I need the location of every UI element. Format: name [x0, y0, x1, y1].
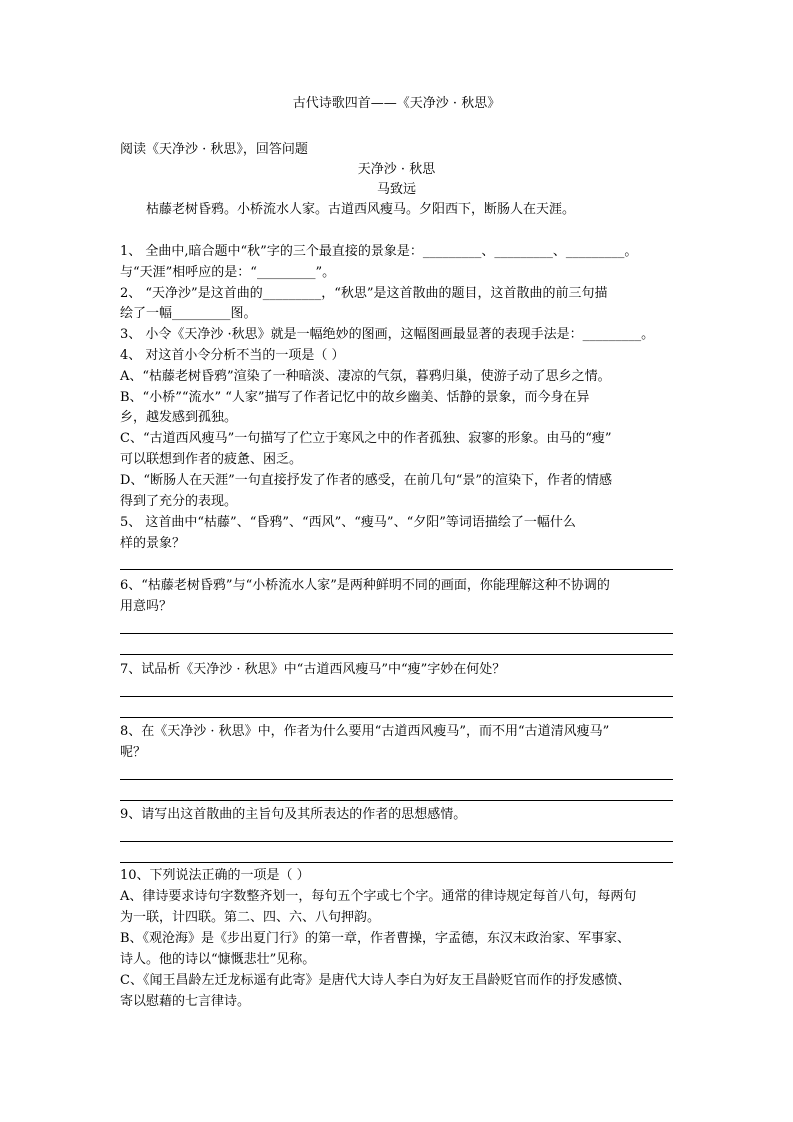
- question-6: 6、“枯藤老树昏鸦”与“小桥流水人家”是两种鲜明不同的画面，你能理解这种不协调的: [120, 578, 610, 593]
- poem-author: 马致远: [376, 182, 416, 197]
- question-6-cont: 用意吗？: [120, 599, 173, 614]
- question-2: 2、 “天净沙”是这首曲的_________，“秋思”是这首散曲的题目，这首散曲的前三句描: [120, 286, 608, 301]
- question-4-option-d: D、“断肠人在天涯”一句直接抒发了作者的感受，在前几句“景”的渲染下，作者的情感: [120, 473, 613, 488]
- answer-line[interactable]: [120, 569, 673, 570]
- question-9: 9、请写出这首散曲的主旨句及其所表达的作者的思想感情。: [120, 807, 467, 822]
- answer-line[interactable]: [120, 841, 673, 842]
- answer-line[interactable]: [120, 696, 673, 697]
- page-title: 古代诗歌四首——《天净沙 · 秋思》: [292, 96, 501, 111]
- question-5-cont: 样的景象？: [120, 536, 186, 551]
- question-4-option-c-cont: 可以联想到作者的疲惫、困乏。: [120, 452, 303, 467]
- question-10-option-b-cont: 诗人。他的诗以“慷慨悲壮”见称。: [120, 952, 316, 967]
- question-7: 7、试品析《天净沙 · 秋思》中“古道西风瘦马”中“瘦”字妙在何处？: [120, 662, 506, 677]
- question-8: 8、在《天净沙 · 秋思》中，作者为什么要用“古道西风瘦马”，而不用“古道清风瘦马”: [120, 724, 610, 739]
- poem-title: 天净沙 · 秋思: [357, 162, 436, 177]
- question-10: 10、下列说法正确的一项是（ ）: [120, 868, 310, 883]
- question-4-option-a: A、“枯藤老树昏鸦”渲染了一种暗淡、凄凉的气氛，暮鸦归巢，使游子动了思乡之情。: [120, 369, 611, 384]
- answer-line[interactable]: [120, 779, 673, 780]
- answer-line[interactable]: [120, 800, 673, 801]
- question-4-option-b: B、“小桥”“流水” “人家”描写了作者记忆中的故乡幽美、恬静的景象，而今身在异: [120, 390, 590, 405]
- question-3: 3、 小令《天净沙 ·秋思》就是一幅绝妙的图画，这幅图画最显著的表现手法是：_________。: [120, 327, 655, 342]
- answer-line[interactable]: [120, 633, 673, 634]
- answer-line[interactable]: [120, 717, 673, 718]
- question-4: 4、 对这首小令分析不当的一项是（ ）: [120, 348, 345, 363]
- poem-text: 枯藤老树昏鸦。小桥流水人家。古道西风瘦马。夕阳西下，断肠人在天涯。: [146, 202, 576, 217]
- question-1: 1、 全曲中,暗合题中“秋”字的三个最直接的景象是：_________、_________、_________。: [120, 244, 638, 259]
- question-10-option-a-cont: 为一联，计四联。第二、四、六、八句押韵。: [120, 910, 381, 925]
- question-5: 5、 这首曲中“枯藤”、“昏鸦”、“西风”、“瘦马”、“夕阳”等词语描绘了一幅什么: [120, 515, 576, 530]
- question-2-cont: 绘了一幅_________图。: [120, 306, 257, 321]
- question-4-option-b-cont: 乡，越发感到孤独。: [120, 410, 238, 425]
- question-4-option-d-cont: 得到了充分的表现。: [120, 494, 238, 509]
- reading-instruction: 阅读《天净沙 · 秋思》，回答问题: [120, 142, 308, 157]
- question-10-option-a: A、律诗要求诗句字数整齐划一，每句五个字或七个字。通常的律诗规定每首八句，每两句: [120, 889, 637, 904]
- question-8-cont: 呢？: [120, 745, 147, 760]
- question-4-option-c: C、“古道西风瘦马”一句描写了伫立于寒风之中的作者孤独、寂寥的形象。由马的“瘦”: [120, 431, 612, 446]
- question-10-option-c: C、《闻王昌龄左迁龙标遥有此寄》是唐代大诗人李白为好友王昌龄贬官而作的抒发感愤、: [120, 973, 631, 988]
- question-1-cont: 与“天涯”相呼应的是：“_________”。: [120, 265, 336, 280]
- question-10-option-c-cont: 寄以慰藉的七言律诗。: [120, 994, 251, 1009]
- question-10-option-b: B、《观沧海》是《步出夏门行》的第一章，作者曹操，字孟德，东汉末政治家、军事家、: [120, 931, 631, 946]
- answer-line[interactable]: [120, 862, 673, 863]
- answer-line[interactable]: [120, 654, 673, 655]
